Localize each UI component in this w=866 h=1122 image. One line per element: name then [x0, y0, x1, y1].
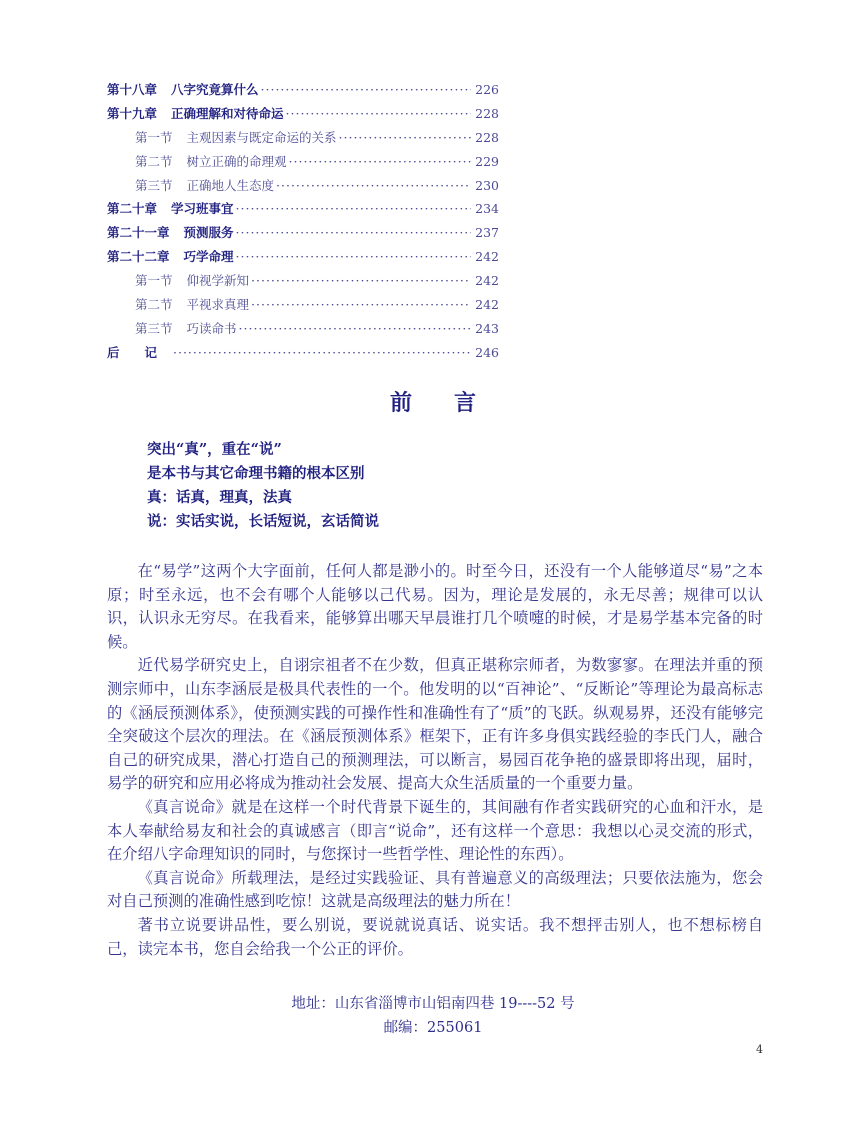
toc-leader-dots [289, 154, 472, 169]
toc-entry-page: 234 [475, 201, 499, 217]
toc-entry[interactable] [107, 80, 499, 104]
toc-entry-page: 242 [475, 249, 499, 265]
toc-entry-title: 八字究竟算什么 [171, 82, 259, 97]
toc-entry-page: 246 [475, 344, 499, 360]
toc-entry[interactable] [107, 247, 499, 271]
toc-entry-page: 242 [475, 273, 499, 289]
toc-entry-number: 第二节 [135, 153, 173, 169]
toc-entry-number: 第二十章 [107, 201, 158, 217]
toc-leader-dots [276, 178, 471, 193]
toc-leader-dots [339, 130, 472, 145]
contact-info [0, 992, 866, 1040]
toc-entry-number: 第十九章 [107, 105, 158, 121]
toc-entry-number: 后 记 [107, 344, 158, 360]
toc-entry[interactable] [107, 176, 499, 200]
toc-entry-number: 第二节 [135, 297, 173, 313]
toc-entry-title: 正确理解和对待命运 [171, 105, 284, 121]
postcode: 邮编：255061 [383, 1020, 483, 1036]
paragraph: 近代易学研究史上，自诩宗祖者不在少数，但真正堪称宗师者，为数寥寥。在理法并重的预测宗师中，山东李涵辰是极具代表性的一个。他发明的以“百神论”、“反断论”等理论为最高标志的《涵辰预测体系》，使预测实践的可操作性和准确性有了“质”的飞跃。纵观易界，还没有能够完全突破这个层次的理法。在《涵辰预测体系》框架下，正有许多身俱实践经验的李氏门人，融合自己的研究成果，潜心打造自己的预测理法，可以断言，易园百花争艳的盛景即将出现，届时，易学的研究和应用必将成为推动社会发展、提高大众生活质量的一个重要力量。 [107, 656, 763, 793]
address: 地址：山东省淄博市山铝南四巷 19----52 号 [291, 996, 575, 1012]
toc-entry-number: 第一节 [135, 273, 173, 289]
toc-entry-number: 第一节 [135, 129, 173, 145]
toc-leader-dots [173, 345, 471, 360]
toc-entry[interactable] [107, 128, 499, 152]
toc-leader-dots [236, 225, 472, 240]
toc-entry-page: 229 [475, 153, 499, 169]
toc-entry-page: 228 [475, 129, 499, 145]
toc-entry[interactable] [107, 271, 499, 295]
toc-entry-title: 巧读命书 [186, 320, 237, 336]
toc-leader-dots [286, 106, 472, 121]
toc-entry-number: 第二十一章 [107, 225, 170, 241]
paragraph: 《真言说命》所载理法，是经过实践验证、具有普遍意义的高级理法；只要依法施为，您会对自己预测的准确性感到吃惊！这就是高级理法的魅力所在！ [107, 868, 763, 911]
toc-leader-dots [261, 82, 472, 97]
toc-entry-title: 平视求真理 [186, 297, 250, 313]
toc-entry[interactable] [107, 199, 499, 223]
toc-entry-page: 237 [475, 225, 499, 241]
toc-leader-dots [251, 297, 471, 312]
motto-line: 真：话真，理真，法真 [147, 489, 292, 506]
toc-entry-page: 243 [475, 320, 499, 336]
toc-entry-number: 第二十二章 [107, 249, 170, 265]
preface-body [107, 560, 763, 961]
table-of-contents [107, 80, 499, 367]
toc-entry-page: 230 [475, 177, 499, 193]
toc-leader-dots [236, 249, 472, 264]
page-number: 4 [756, 1043, 763, 1056]
toc-entry-title: 学习班事宜 [171, 201, 234, 217]
toc-entry-page: 228 [475, 105, 499, 121]
toc-entry[interactable] [107, 104, 499, 128]
toc-entry-title: 树立正确的命理观 [186, 153, 287, 169]
toc-entry-title: 预测服务 [183, 225, 234, 241]
motto-line: 突出“真”，重在“说” [147, 441, 282, 458]
toc-leader-dots [251, 273, 471, 288]
toc-entry[interactable] [107, 152, 499, 176]
toc-entry-number: 第三节 [135, 320, 173, 336]
motto-line: 是本书与其它命理书籍的根本区别 [147, 465, 365, 482]
toc-entry-number: 第十八章 [107, 82, 158, 97]
toc-entry-title: 仰视学新知 [186, 273, 250, 289]
toc-leader-dots [236, 201, 472, 216]
toc-entry[interactable] [107, 223, 499, 247]
toc-entry[interactable] [107, 319, 499, 343]
toc-entry-number: 第三节 [135, 177, 173, 193]
toc-leader-dots [239, 321, 472, 336]
paragraph: 在“易学”这两个大字面前，任何人都是渺小的。时至今日，还没有一个人能够道尽“易”之本原；时至永远，也不会有哪个人能够以己代易。因为，理论是发展的，永无尽善；规律可以认识，认识永无穷尽。在我看来，能够算出哪天早晨谁打几个喷嚏的时候，才是易学基本完备的时候。 [107, 562, 763, 651]
paragraph: 著书立说要讲品性，要么别说，要说就说真话、说实话。我不想抨击别人，也不想标榜自己，读完本书，您自会给我一个公正的评价。 [107, 915, 763, 958]
toc-entry-page: 242 [475, 297, 499, 313]
motto-line: 说：实话实说，长话短说，玄话简说 [147, 513, 379, 530]
toc-entry[interactable] [107, 295, 499, 319]
toc-entry-title: 正确地人生态度 [186, 177, 275, 193]
paragraph: 《真言说命》就是在这样一个时代背景下诞生的，其间融有作者实践研究的心血和汗水，是本人奉献给易友和社会的真诚感言（即言“说命”，还有这样一个意思：我想以心灵交流的形式，在介绍八字命理知识的同时，与您探讨一些哲学性、理论性的东西）。 [107, 797, 763, 864]
toc-entry-page: 226 [475, 82, 499, 97]
toc-entry[interactable] [107, 343, 499, 367]
toc-entry-title: 巧学命理 [183, 249, 234, 265]
preface-motto [147, 438, 379, 534]
toc-entry-title: 主观因素与既定命运的关系 [186, 129, 337, 145]
preface-title: 前言 [389, 390, 518, 416]
